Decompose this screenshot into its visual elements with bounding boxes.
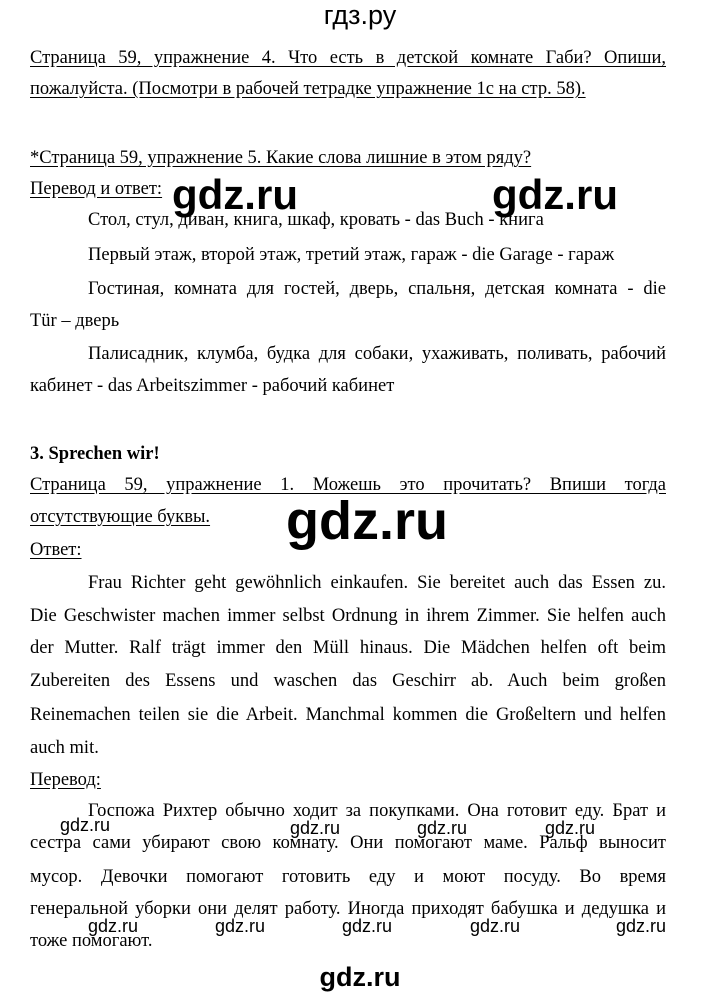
translation-text: тоже помогают. bbox=[30, 931, 153, 951]
watermark: gdz.ru bbox=[290, 818, 341, 838]
exercise-5-label bbox=[30, 174, 162, 205]
footer-watermark: gdz.ru bbox=[319, 962, 401, 992]
exercise-4-line-2: пожалуйста. (Посмотри в рабочей тетрадке упражнение 1c на стр. 58). bbox=[30, 79, 586, 99]
answer-line-4 bbox=[30, 666, 666, 697]
answer-line-2 bbox=[30, 601, 666, 632]
exercise-5-item-3-cont bbox=[30, 306, 119, 337]
exercise-5-item-1 bbox=[88, 205, 544, 236]
section-heading bbox=[30, 439, 160, 470]
answer-label bbox=[30, 535, 82, 566]
exercise-4-line-1: Страница 59, упражнение 4. Что есть в детской комнате Габи? Опиши, bbox=[30, 48, 666, 68]
site-title: гдз.ру bbox=[323, 0, 397, 30]
watermark: gdz.ru bbox=[342, 916, 393, 936]
answer-text: Reinemachen teilen sie die Arbeit. Manchmal kommen die Großeltern und helfen bbox=[30, 705, 666, 725]
answer-text: auch mit. bbox=[30, 738, 99, 758]
watermark: gdz.ru bbox=[215, 916, 266, 936]
item-text: Гостиная, комната для гостей, дверь, спальня, детская комната - die bbox=[88, 279, 666, 299]
translation-text: Госпожа Рихтер обычно ходит за покупками. Она готовит еду. Брат и bbox=[88, 801, 666, 821]
translation-label-text: Перевод: bbox=[30, 770, 101, 790]
exercise-4-title-cont bbox=[30, 74, 666, 105]
exercise-5-item-3 bbox=[30, 274, 666, 305]
watermark: gdz.ru bbox=[545, 818, 596, 838]
task-line-1: Страница 59, упражнение 1. Можешь это прочитать? Впиши тогда bbox=[30, 475, 666, 495]
exercise-5-title bbox=[30, 143, 666, 174]
translation-line-3 bbox=[30, 862, 666, 893]
task-line-2: отсутствующие буквы. bbox=[30, 507, 211, 527]
watermark: gdz.ru bbox=[417, 818, 468, 838]
answer-line-3 bbox=[30, 633, 666, 664]
item-text: Tür – дверь bbox=[30, 311, 120, 331]
answer-text: der Mutter. Ralf trägt immer den Müll hinaus. Die Mädchen helfen oft beim bbox=[30, 638, 666, 658]
exercise-5-item-4 bbox=[30, 339, 666, 370]
watermark: gdz.ru bbox=[88, 916, 139, 936]
translation-text: мусор. Девочки помогают готовить еду и моют посуду. Во время bbox=[30, 867, 666, 887]
answer-text: Die Geschwister machen immer selbst Ordnung in ihrem Zimmer. Sie helfen auch bbox=[30, 606, 666, 626]
section-3-task-cont bbox=[30, 502, 210, 533]
answer-text: Zubereiten des Essens und waschen das Geschirr ab. Auch beim großen bbox=[30, 671, 666, 691]
watermark: gdz.ru bbox=[172, 171, 298, 218]
item-text: Палисадник, клумба, будка для собаки, ухаживать, поливать, рабочий bbox=[88, 344, 666, 364]
exercise-5-item-4-cont bbox=[30, 371, 394, 402]
answer-line-5 bbox=[30, 700, 666, 731]
watermark: gdz.ru bbox=[60, 815, 111, 835]
answer-line-1 bbox=[30, 568, 666, 599]
answer-line-6 bbox=[30, 733, 99, 764]
translation-text: генеральной уборки они делят работу. Иногда приходят бабушка и дедушка и bbox=[30, 899, 666, 919]
translation-text: сестра сами убирают свою комнату. Они помогают маме. Ральф выносит bbox=[30, 833, 666, 853]
answer-text: Frau Richter geht gewöhnlich einkaufen. Sie bereitet auch das Essen zu. bbox=[88, 573, 666, 593]
exercise-5-title-text: *Страница 59, упражнение 5. Какие слова лишние в этом ряду? bbox=[30, 148, 532, 168]
item-text: Стол, стул, диван, книга, шкаф, кровать - das Buch - книга bbox=[88, 210, 544, 230]
watermark: gdz.ru bbox=[286, 491, 448, 551]
translation-label bbox=[30, 765, 101, 796]
exercise-5-item-2 bbox=[88, 240, 614, 271]
exercise-4-title bbox=[30, 43, 666, 74]
watermark: gdz.ru bbox=[492, 171, 618, 218]
answer-label-text: Ответ: bbox=[30, 540, 82, 560]
watermark: gdz.ru bbox=[470, 916, 521, 936]
section-heading-text: 3. Sprechen wir! bbox=[30, 444, 160, 464]
item-text: кабинет - das Arbeitszimmer - рабочий кабинет bbox=[30, 376, 395, 396]
answer-label: Перевод и ответ: bbox=[30, 179, 163, 199]
watermark: gdz.ru bbox=[616, 916, 667, 936]
item-text: Первый этаж, второй этаж, третий этаж, гараж - die Garage - гараж bbox=[88, 245, 615, 265]
